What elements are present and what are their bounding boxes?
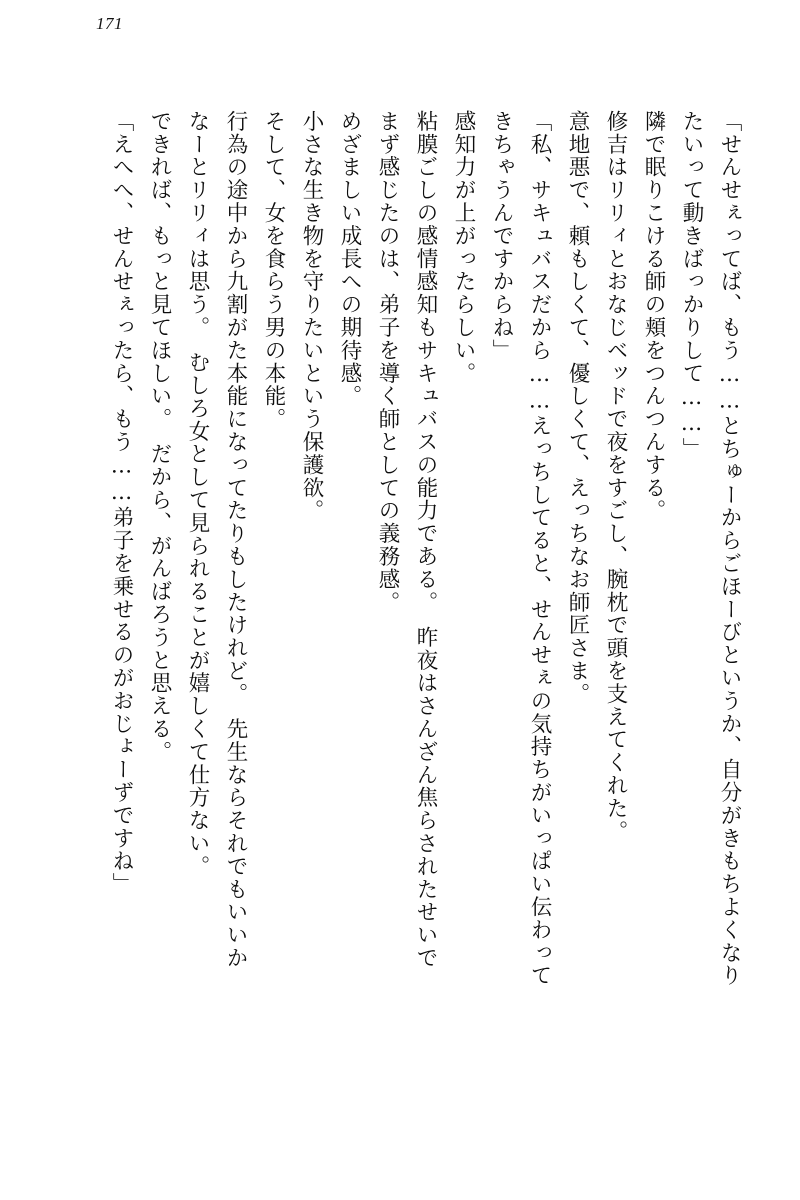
text-line: 「私、サキュバスだから……えっちしてると、せんせぇの気持ちがいっぱい伝わって <box>527 110 552 988</box>
text-line: 行為の途中から九割がた本能になってたりもしたけれど。 先生ならそれでもいいか <box>223 110 248 970</box>
text-line: できれば、もっと見てほしい。 だから、がんばろうと思える。 <box>147 110 172 764</box>
text-line: 隣で眠りこける師の頬をつんつんする。 <box>641 110 666 523</box>
text-line: なーとリリィは思う。 むしろ女として見られることが嬉しくて仕方ない。 <box>185 110 210 878</box>
text-line: 感知力が上がったらしい。 <box>451 110 476 385</box>
text-line: たいって動きばっかりして……」 <box>679 110 704 461</box>
text-line: 「えへへ、せんせぇったら、もう……弟子を乗せるのがおじょーずですね」 <box>109 110 134 896</box>
text-line: 修吉はリリィとおなじベッドで夜をすごし、腕枕で頭を支えてくれた。 <box>603 110 628 843</box>
vertical-body-text <box>60 88 740 1018</box>
text-line: 粘膜ごしの感情感知もサキュバスの能力である。 昨夜はさんざん焦らされたせいで <box>413 110 438 970</box>
text-line: 意地悪で、頼もしくて、優しくて、えっちなお師匠さま。 <box>565 110 590 706</box>
text-line: めざましい成長への期待感。 <box>337 110 362 408</box>
text-line: 小さな生き物を守りたいという保護欲。 <box>299 110 324 523</box>
text-line: きちゃうんですからね」 <box>489 110 514 362</box>
text-line: まず感じたのは、弟子を導く師としての義務感。 <box>375 110 400 614</box>
text-line: そして、女を食らう男の本能。 <box>261 110 286 431</box>
page-number: 171 <box>96 14 123 33</box>
text-line: 「せんせぇってば、もう……とちゅーからごほーびというか、自分がきもちよくなり <box>717 110 742 988</box>
